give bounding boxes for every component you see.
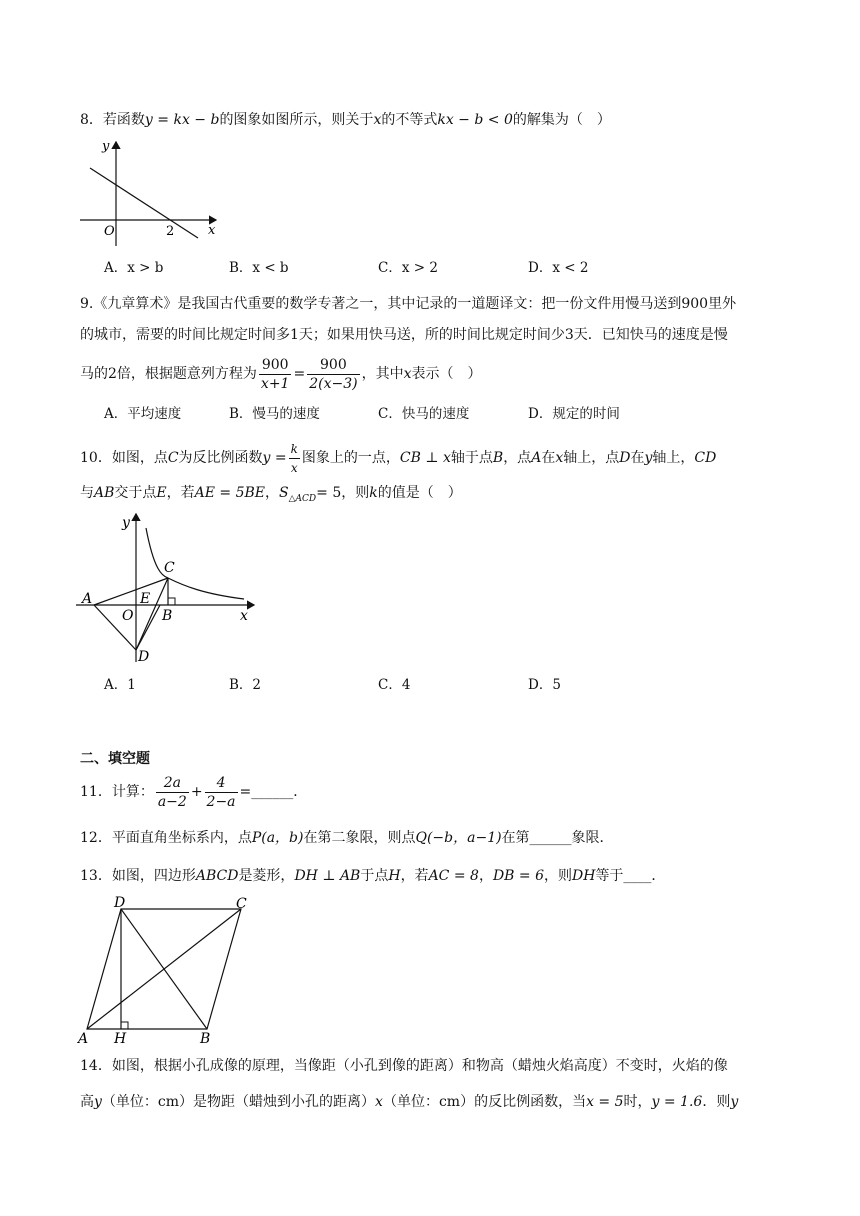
text: 的图象如图所示，则关于 <box>219 112 374 128</box>
point-d-label: D <box>138 649 150 665</box>
q10-line2 <box>80 483 780 509</box>
point-b-label: B <box>162 608 173 624</box>
math: CB ⊥ x <box>399 450 451 466</box>
numerator: k <box>289 440 300 459</box>
point-d-label: D <box>114 895 126 911</box>
y-label: y <box>122 515 130 531</box>
text: 10．如图，点 <box>80 450 168 466</box>
math: DH ⊥ AB <box>294 868 361 884</box>
option-c: C．4 <box>378 677 411 693</box>
fraction <box>307 356 359 393</box>
numerator: 2a <box>156 774 189 793</box>
option-a: A．平均速度 <box>104 406 182 422</box>
math: = 5 <box>316 485 342 501</box>
intercept-label: 2 <box>166 224 175 239</box>
text: ，若 <box>166 485 195 501</box>
math: B <box>492 450 504 466</box>
y-label: y <box>102 139 110 154</box>
right-angle-mark <box>168 598 175 605</box>
right-angle-mark <box>121 1022 128 1029</box>
text: 11．计算： <box>80 784 154 800</box>
text: 图象上的一点， <box>301 450 400 466</box>
numerator: 4 <box>205 774 238 793</box>
origin-label: O <box>122 608 134 624</box>
numerator: 900 <box>259 356 292 375</box>
text: ， <box>478 868 493 884</box>
text: ，若 <box>400 868 429 884</box>
fraction <box>205 774 238 811</box>
math: x <box>373 112 382 128</box>
q14-line1: 14．如图，根据小孔成像的原理，当像距（小孔到像的距离）和物高（蜡烛火焰高度）不变时，火焰的像 <box>80 1058 728 1074</box>
math: ABCD <box>195 868 239 884</box>
text: 的值是（ ） <box>377 485 462 501</box>
hyperbola <box>146 528 244 599</box>
q14-line2 <box>80 1092 780 1112</box>
point-b-label: B <box>200 1031 211 1046</box>
text: （单位：cm）是物距（蜡烛到小孔的距离） <box>101 1094 376 1110</box>
math: AB <box>94 485 115 501</box>
math: A <box>531 450 542 466</box>
option-b: B．2 <box>229 677 262 693</box>
origin-label: O <box>104 224 115 239</box>
point-e-label: E <box>140 591 151 607</box>
denominator: 2−a <box>206 793 236 810</box>
math: x = 5 <box>586 1094 624 1110</box>
text: 于点 <box>360 868 389 884</box>
option-a: A．x > b <box>104 260 164 276</box>
q13-line <box>80 866 780 886</box>
text: 轴上， <box>652 450 695 466</box>
math: y <box>644 450 653 466</box>
text: 在 <box>541 450 556 466</box>
text: 在第二象限，则点 <box>303 830 416 846</box>
math: y <box>730 1094 739 1110</box>
q10-figure <box>74 510 260 666</box>
q13-figure <box>76 894 260 1046</box>
text: （单位：cm）的反比例函数，当 <box>382 1094 587 1110</box>
section-heading: 二、填空题 <box>80 751 150 767</box>
option-a: A．1 <box>104 677 136 693</box>
point-a-label: A <box>78 1031 89 1046</box>
text: ．则 <box>702 1094 731 1110</box>
math: y = <box>262 450 287 466</box>
text: 为反比例函数 <box>178 450 263 466</box>
text: 马的2倍，根据题意列方程为 <box>80 366 257 382</box>
math: x <box>403 366 412 382</box>
q9-line3: 马的2倍，根据题意列方程为 $\frac{900}{x+1}$ = $\frac{900}{2(x-3)}$ ，其中x表示（ ） <box>80 356 482 392</box>
math: AE = 5BE <box>194 485 266 501</box>
text: ，则 <box>544 868 572 884</box>
q8-figure <box>76 138 226 250</box>
text: 轴于点 <box>450 450 493 466</box>
math: x <box>375 1094 383 1110</box>
text: 高 <box>80 1094 94 1110</box>
math: C <box>167 450 179 466</box>
point-h-label: H <box>114 1031 127 1046</box>
fraction <box>259 356 292 393</box>
option-c: C．快马的速度 <box>378 406 470 422</box>
math: x <box>555 450 564 466</box>
math: y = 1.6 <box>651 1094 703 1110</box>
text: ， <box>265 485 280 501</box>
math: △ACD <box>288 493 317 504</box>
text: 在 <box>630 450 645 466</box>
text: 的解集为（ ） <box>512 112 611 128</box>
text: 13．如图，四边形 <box>80 868 196 884</box>
numerator: 900 <box>307 356 359 375</box>
denominator: 2(x−3) <box>309 375 358 392</box>
text: ，点 <box>503 450 532 466</box>
math: k <box>369 485 378 501</box>
text: 交于点 <box>114 485 157 501</box>
text: 表示（ ） <box>411 366 482 382</box>
q8-stem <box>80 110 780 130</box>
q11-line <box>80 772 780 812</box>
segment-bd <box>136 605 160 650</box>
math: S <box>279 485 289 501</box>
fraction <box>289 440 300 477</box>
math: AC = 8 <box>428 868 479 884</box>
denominator: x+1 <box>260 375 290 392</box>
text: 8．若函数 <box>80 112 145 128</box>
option-d: D．5 <box>528 677 561 693</box>
math: CD <box>694 450 717 466</box>
math: y = kx − b <box>144 112 220 128</box>
math: E <box>156 485 167 501</box>
math: Q(−b，a−1) <box>415 830 502 846</box>
math: y <box>94 1094 102 1110</box>
text: 的不等式 <box>381 112 438 128</box>
segment-ac <box>94 578 168 605</box>
math: H <box>388 868 401 884</box>
q9-line2: 的城市，需要的时间比规定时间多1天；如果用快马送，所的时间比规定时间少3天．已知快马的速度是慢 <box>80 327 728 343</box>
text: 与 <box>80 485 94 501</box>
text: 时， <box>623 1094 652 1110</box>
text: ，则 <box>341 485 370 501</box>
text: =______． <box>239 784 308 800</box>
option-b: B．x < b <box>229 260 289 276</box>
option-d: D．规定的时间 <box>528 406 620 422</box>
point-c-label: C <box>164 560 175 576</box>
q10-line1 <box>80 438 780 478</box>
q12-line <box>80 828 780 848</box>
x-label: x <box>240 608 248 624</box>
text: ，其中 <box>361 366 404 382</box>
fraction <box>156 774 189 811</box>
math: DB = 6 <box>492 868 544 884</box>
math: D <box>619 450 631 466</box>
math: P(a，b) <box>251 830 304 846</box>
math: kx − b < 0 <box>437 112 513 128</box>
text: 在第______象限． <box>501 830 614 846</box>
diagonal-db <box>121 909 207 1029</box>
text: 轴上，点 <box>563 450 620 466</box>
x-label: x <box>208 223 216 238</box>
option-b: B．慢马的速度 <box>229 406 320 422</box>
text: 12．平面直角坐标系内，点 <box>80 830 252 846</box>
math: DH <box>572 868 596 884</box>
option-c: C．x > 2 <box>378 260 438 276</box>
option-d: D．x < 2 <box>528 260 589 276</box>
text: 是菱形， <box>238 868 295 884</box>
denominator: a−2 <box>157 793 187 810</box>
text: 等于____． <box>595 868 666 884</box>
point-a-label: A <box>82 591 93 607</box>
text: + <box>190 784 203 800</box>
point-c-label: C <box>236 896 247 912</box>
q9-line1: 9.《九章算术》是我国古代重要的数学专著之一，其中记录的一道题译文：把一份文件用慢马送到900里外 <box>80 296 737 312</box>
denominator: x <box>290 460 298 475</box>
